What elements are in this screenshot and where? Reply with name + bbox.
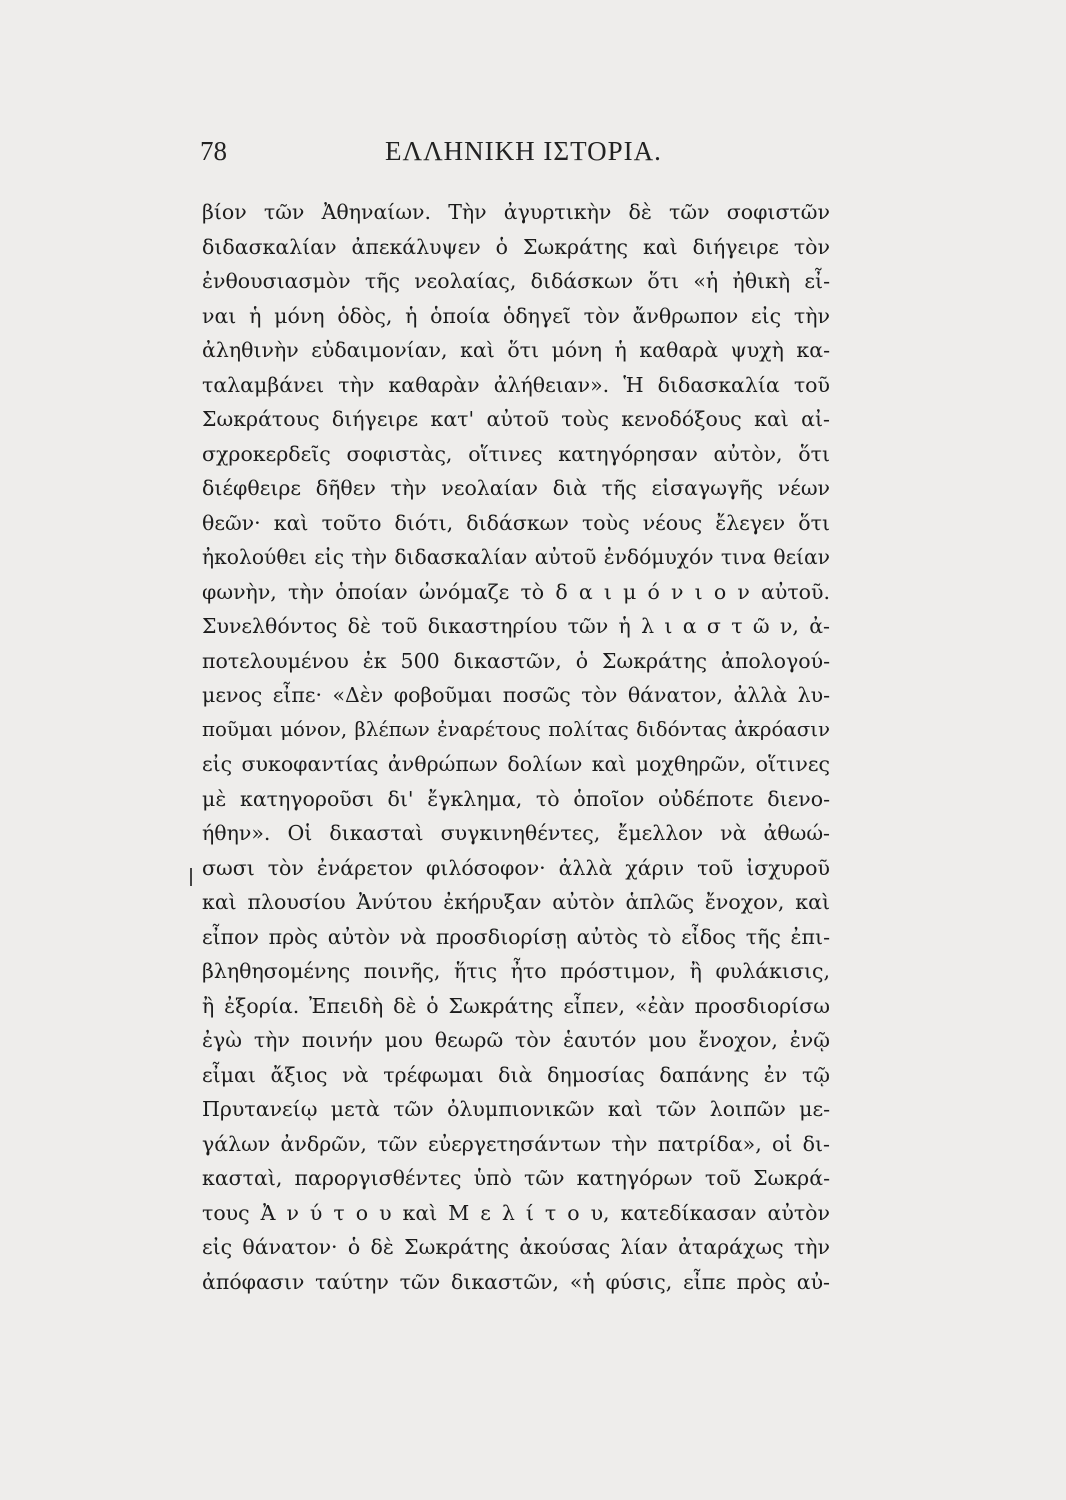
text-line: βίον τῶν Ἀθηναίων. Τὴν ἀγυρτικὴν δὲ τῶν σοφιστῶν [202,200,830,224]
text-line: ήθην». Οἱ δικασταὶ συγκινηθέντες, ἔμελλον νὰ ἀθωώ- [202,821,830,845]
text-line: ταλαμβάνει τὴν καθαρὰν ἀλήθειαν». Ἡ διδασκαλία τοῦ [202,372,830,397]
text-line: μὲ κατηγοροῦσι δι' ἔγκλημα, τὸ ὁποῖον οὐδέποτε διενο- [202,786,830,811]
page-number: 78 [200,136,227,166]
text-line: γάλων ἀνδρῶν, τῶν εὐεργετησάντων τὴν πατρίδα», οἱ δι- [202,1131,830,1156]
text-line: εἶπον πρὸς αὐτὸν νὰ προσδιορίσῃ αὐτὸς τὸ εἶδος τῆς ἐπι- [202,924,830,949]
body-text [202,195,830,1299]
text-line: εἰς θάνατον· ὁ δὲ Σωκράτης ἀκούσας λίαν ἀταράχως τὴν [202,1235,830,1259]
text-line: ποῦμαι μόνον, βλέπων ἐναρέτους πολίτας διδόντας ἀκρόασιν [202,717,830,741]
text-line: Πρυτανείῳ μετὰ τῶν ὀλυμπιονικῶν καὶ τῶν λοιπῶν με- [202,1097,830,1121]
text-line: σχροκερδεῖς σοφιστὰς, οἵτινες κατηγόρησαν αὐτὸν, ὅτι [202,441,830,466]
text-line: τους Ἀ ν ύ τ ο υ καὶ Μ ε λ ί τ ο υ, κατεδίκασαν αὐτὸν [202,1200,830,1225]
text-line: ἢ ἐξορία. Ἐπειδὴ δὲ ὁ Σωκράτης εἶπεν, «ἐὰν προσδιορίσω [202,993,830,1018]
text-line: ἐνθουσιασμὸν τῆς νεολαίας, διδάσκων ὅτι «ἡ ἠθικὴ εἶ- [202,269,830,293]
text-line: διδασκαλίαν ἀπεκάλυψεν ὁ Σωκράτης καὶ διήγειρε τὸν [202,234,830,259]
text-line: θεῶν· καὶ τοῦτο διότι, διδάσκων τοὺς νέους ἔλεγεν ὅτι [202,510,830,535]
text-line: εἶμαι ἄξιος νὰ τρέφωμαι διὰ δημοσίας δαπάνης ἐν τῷ [202,1062,830,1087]
text-line: σωσι τὸν ἐνάρετον φιλόσοφον· ἀλλὰ χάριν τοῦ ἰσχυροῦ [202,855,830,880]
text-line: μενος εἶπε· «Δὲν φοβοῦμαι ποσῶς τὸν θάνατον, ἀλλὰ λυ- [202,683,830,707]
text-line: Σωκράτους διήγειρε κατ' αὐτοῦ τοὺς κενοδόξους καὶ αἰ- [202,407,830,431]
margin-mark [190,868,192,886]
running-head [200,136,840,176]
text-line: βληθησομένης ποινῆς, ἥτις ἦτο πρόστιμον, ἢ φυλάκισις, [202,959,830,983]
text-line: ἠκολούθει εἰς τὴν διδασκαλίαν αὐτοῦ ἐνδόμυχόν τινα θείαν [202,545,830,569]
text-line: διέφθειρε δῆθεν τὴν νεολαίαν διὰ τῆς εἰσαγωγῆς νέων [202,476,830,500]
text-line: ἀληθινὴν εὐδαιμονίαν, καὶ ὅτι μόνη ἡ καθαρὰ ψυχὴ κα- [202,338,830,362]
text-line: φωνὴν, τὴν ὁποίαν ὠνόμαζε τὸ δ α ι μ ό ν ι ο ν αὐτοῦ. [202,579,830,604]
text-line: ναι ἡ μόνη ὁδὸς, ἡ ὁποία ὁδηγεῖ τὸν ἄνθρωπον εἰς τὴν [202,303,830,328]
text-line: ποτελουμένου ἐκ 500 δικαστῶν, ὁ Σωκράτης ἀπολογού- [202,648,830,673]
text-line: καὶ πλουσίου Ἀνύτου ἐκήρυξαν αὐτὸν ἁπλῶς ἔνοχον, καὶ [202,890,830,914]
text-line: Συνελθόντος δὲ τοῦ δικαστηρίου τῶν ἡ λ ι α σ τ ῶ ν, ἀ- [202,614,830,638]
text-line: ἐγὼ τὴν ποινήν μου θεωρῶ τὸν ἑαυτόν μου ἔνοχον, ἐνῷ [202,1028,830,1052]
text-line: κασταὶ, παροργισθέντες ὑπὸ τῶν κατηγόρων τοῦ Σωκρά- [202,1166,830,1190]
running-title: ΕΛΛΗΝΙΚΗ ΙΣΤΟΡΙΑ. [385,136,662,166]
text-line: ἀπόφασιν ταύτην τῶν δικαστῶν, «ἡ φύσις, εἶπε πρὸς αὐ- [202,1269,830,1294]
text-line: εἰς συκοφαντίας ἀνθρώπων δολίων καὶ μοχθηρῶν, οἵτινες [202,752,830,776]
